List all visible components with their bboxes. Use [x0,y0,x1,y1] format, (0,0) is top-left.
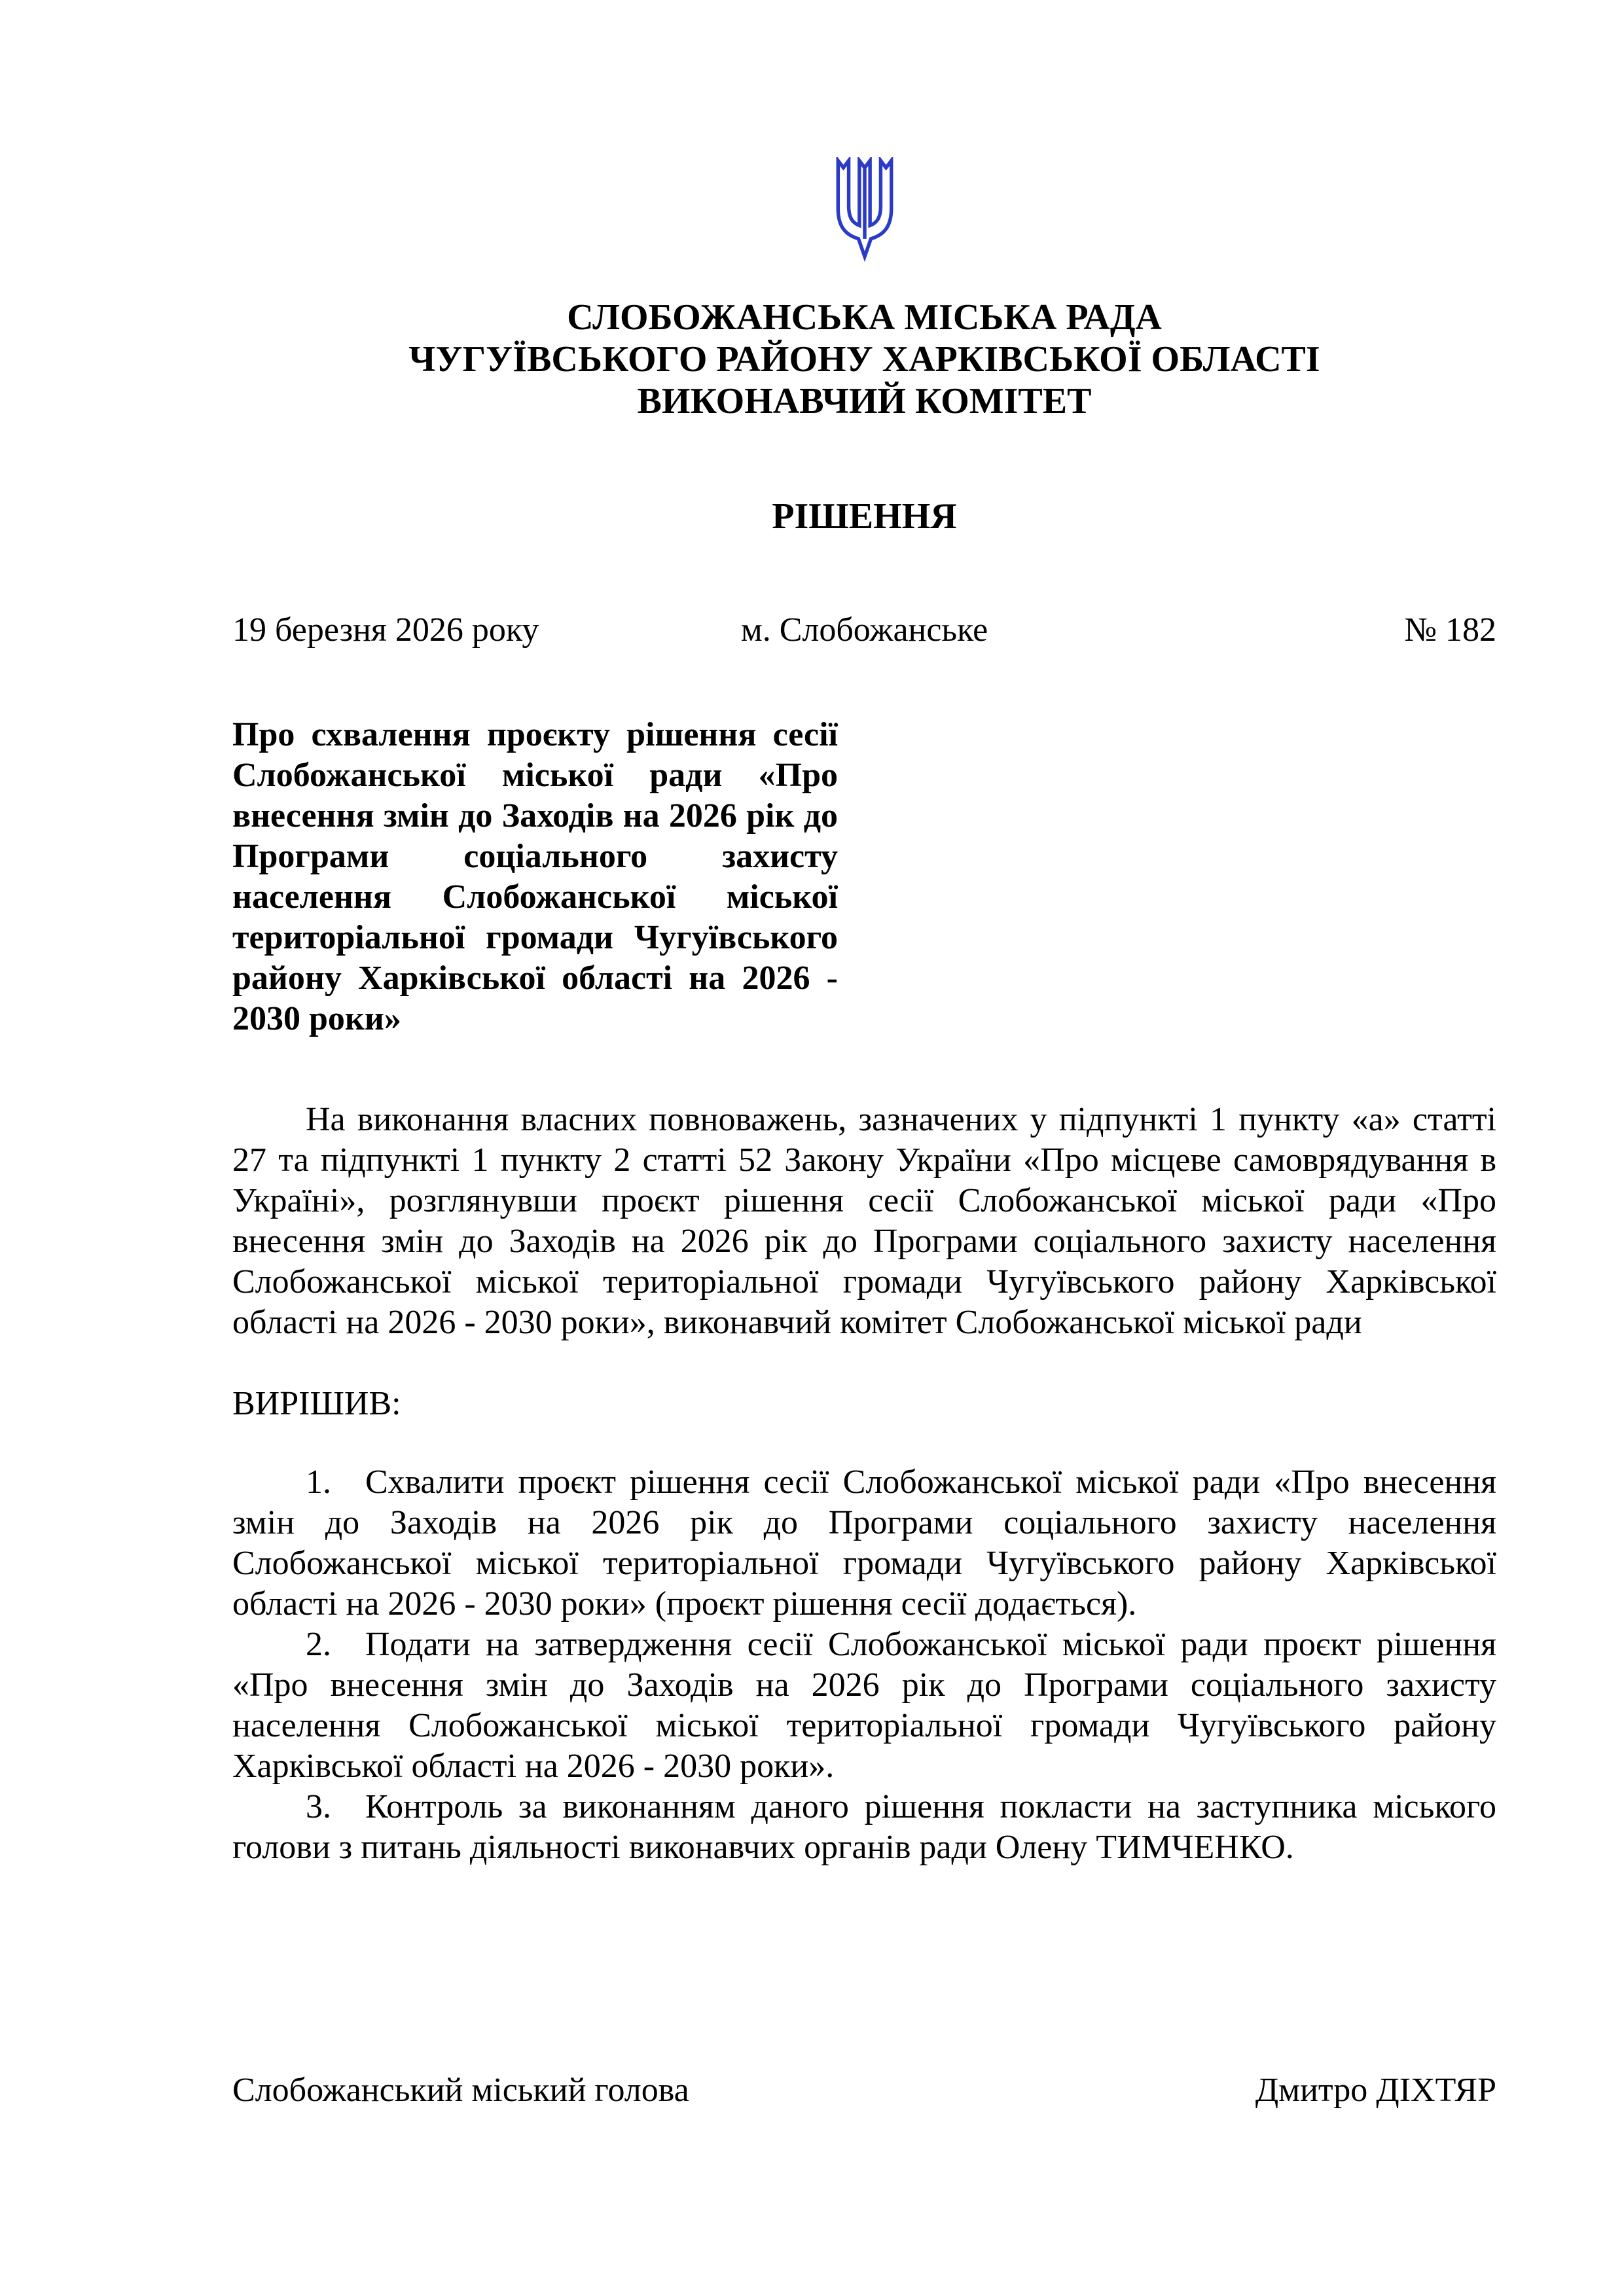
meta-row [232,611,1496,649]
signature-title: Слобожанський міський голова [232,2072,689,2109]
trident-icon [820,157,909,281]
ukraine-trident-emblem [232,157,1496,285]
document-place: м. Слобожанське [740,611,988,649]
item-number: 1. [306,1463,331,1501]
resolution-item-3 [232,1787,1496,1868]
subject-heading: Про схвалення проєкту рішення сесії Слобожанської міської ради «Про внесення змін до Заходів на 2026 рік до Програми соціального захисту населення Слобожанської міської територіальної громади Чугуївського району Харківської області на 2026 - 2030 роки» [232,716,838,1037]
document-number: № 182 [1404,611,1497,649]
preamble-paragraph: На виконання власних повноважень, зазначених у підпункті 1 пункту «а» статті 27 та підпункті 1 пункту 2 статті 52 Закону України «Про місцеве самоврядування в Україні», розглянувши проєкт рішення сесії Слобожанської міської ради «Про внесення змін до Заходів на 2026 рік до Програми соціального захисту населення Слобожанської міської територіальної громади Чугуївського району Харківської області на 2026 - 2030 роки», виконавчий комітет Слобожанської міської ради [232,1101,1496,1341]
org-name-line3: ВИКОНАВЧИЙ КОМІТЕТ [637,381,1092,422]
resolution-item-1 [232,1462,1496,1624]
org-name-line2: ЧУГУЇВСЬКОГО РАЙОНУ ХАРКІВСЬКОЇ ОБЛАСТІ [408,339,1320,380]
document-date: 19 березня 2026 року [232,611,539,649]
item-text: Подати на затвердження сесії Слобожанської міської ради проєкт рішення «Про внесення змін до Заходів на 2026 рік до Програми соціального захисту населення Слобожанської міської територіальної громади Чугуївського району Харківської області на 2026 - 2030 роки». [232,1626,1496,1785]
resolution-item-2 [232,1624,1496,1787]
org-header [232,296,1496,422]
signature-name: Дмитро ДІХТЯР [1255,2072,1496,2109]
item-number: 3. [306,1788,331,1825]
item-number: 2. [306,1626,331,1663]
document-type-title: РІШЕННЯ [772,496,957,537]
item-text: Схвалити проєкт рішення сесії Слобожанської міської ради «Про внесення змін до Заходів на 2026 рік до Програми соціального захисту населення Слобожанської міської територіальної громади Чугуївського району Харківської області на 2026 - 2030 роки» (проєкт рішення сесії додається). [232,1463,1496,1623]
resolution-items [232,1462,1496,1868]
item-text: Контроль за виконанням даного рішення покласти на заступника міського голови з питань діяльності виконавчих органів ради Олену ТИМЧЕНКО. [232,1788,1496,1866]
signature-row [232,2071,1496,2109]
org-name-line1: СЛОБОЖАНСЬКА МІСЬКА РАДА [567,297,1162,338]
resolved-heading: ВИРІШИВ: [232,1385,401,1422]
